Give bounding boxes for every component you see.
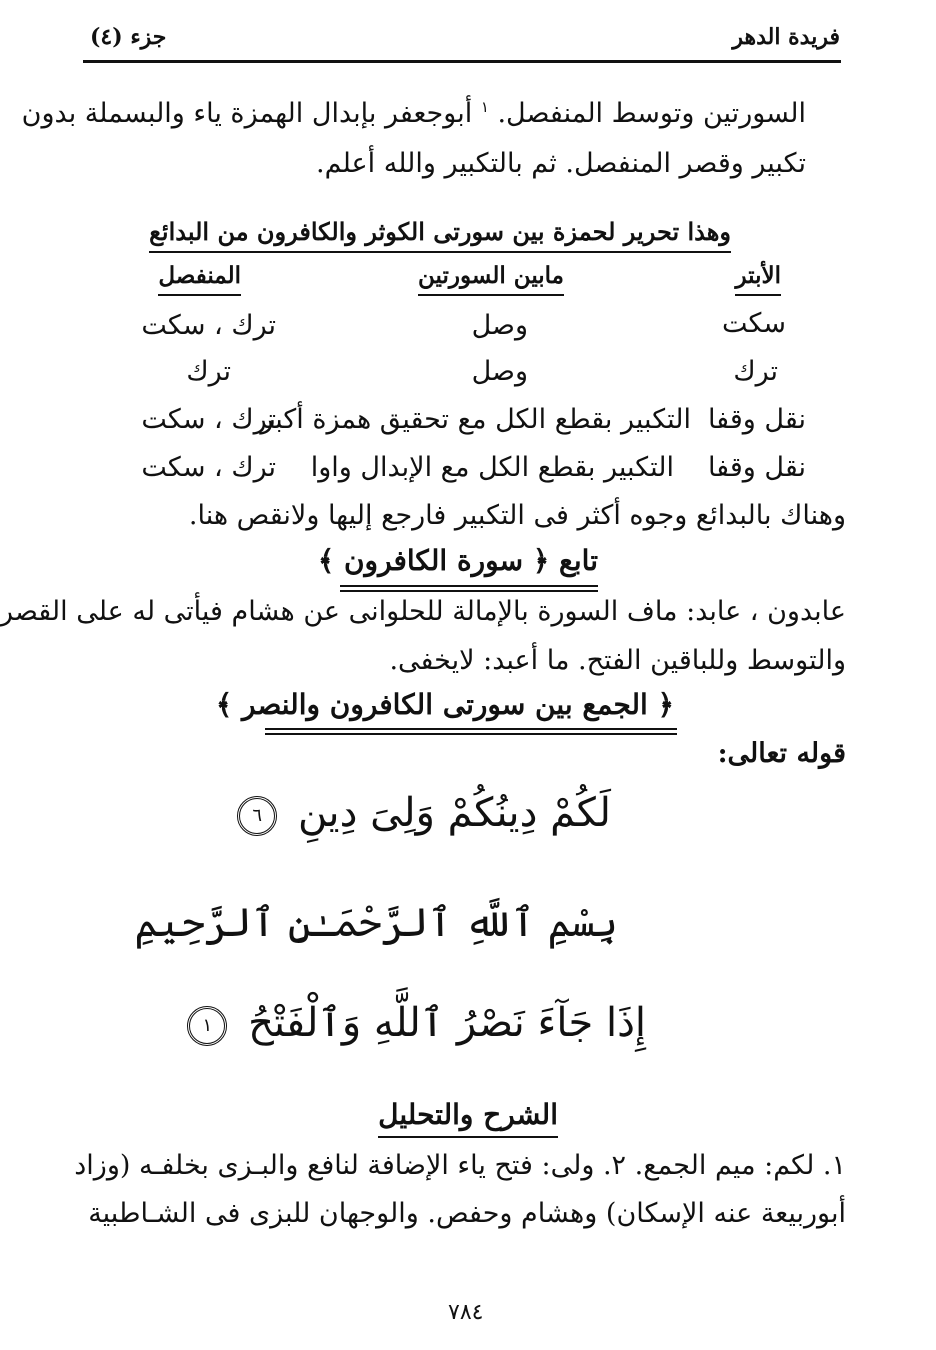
table-row-4-col-2: التكبير بقطع الكل مع الإبدال واوا: [310, 452, 674, 483]
section1-line-1: عابدون ، عابد: ماف السورة بالإمالة للحلوانى عن هشام فيأتى له على القصر: [0, 596, 846, 627]
intro-line-2: تكبير وقصر المنفصل. ثم بالتكبير والله أعلم.: [316, 148, 806, 179]
section1-line-2: والتوسط وللباقين الفتح. ما أعبد: لايخفى.: [389, 645, 846, 676]
table-header-munfasil: المنفصل: [158, 262, 241, 296]
qawluhu-label: قوله تعالى:: [717, 738, 846, 769]
table-row-4-col-3: ترك ، سكت: [141, 452, 276, 483]
section-title-kafirun-underline: [340, 585, 598, 587]
basmala: بِسْمِ ٱللَّهِ ٱلرَّحْمَـٰنِ ٱلرَّحِيمِ: [134, 900, 618, 946]
table-header-abtar: الأبتر: [735, 262, 781, 296]
table-row-3-col-2: التكبير بقطع الكل مع تحقيق همزة أكبر: [260, 404, 691, 435]
section-title-jam: ﴿ الجمع بين سورتى الكافرون والنصر ﴾: [215, 688, 674, 721]
table-row-4-col-1: نقل وقفا: [707, 452, 806, 483]
verse-1-text: لَكُمْ دِينُكُمْ وَلِىَ دِينِ: [297, 790, 611, 836]
section-title-sharh: الشرح والتحليل: [378, 1098, 558, 1138]
intro-line-1: [22, 98, 806, 130]
table-title: وهذا تحرير لحمزة بين سورتى الكوثر والكافرون من البدائع: [149, 218, 731, 253]
intro-line-1-a: السورتين وتوسط المنفصل.: [497, 98, 806, 129]
commentary-line-1: ١. لكم: ميم الجمع. ٢. ولى: فتح ياء الإضافة لنافع والبـزى بخلفـه (وزاد: [74, 1150, 846, 1181]
commentary-line-2: أبوربيعة عنه الإسكان) وهشام وحفص. والوجهان للبزى فى الشـاطبية: [88, 1198, 846, 1229]
ayah-number-marker: ٦: [237, 796, 277, 836]
table-row-1-col-3: ترك ، سكت: [141, 310, 276, 341]
section-title-kafirun-underline-2: [340, 590, 598, 592]
table-row-3-col-3: ترك ، سكت: [141, 404, 276, 435]
section-title-kafirun: تابع ﴿ سورة الكافرون ﴾: [317, 544, 598, 577]
verse-1: [237, 790, 611, 836]
section-title-jam-underline-2: [265, 733, 677, 735]
note-line: وهناك بالبدائع وجوه أكثر فى التكبير فارجع إليها ولانقص هنا.: [188, 500, 846, 531]
table-header-between: مابين السورتين: [418, 262, 564, 296]
footnote-marker: ١: [480, 98, 489, 116]
table-row-1-col-2: وصل: [471, 310, 528, 341]
page-number: ٧٨٤: [448, 1300, 484, 1325]
verse-2-text: إِذَا جَآءَ نَصْرُ ٱللَّهِ وَٱلْفَتْحُ: [248, 1000, 646, 1046]
verse-2: [187, 1000, 646, 1046]
header-divider: [83, 60, 841, 63]
table-row-2-col-2: وصل: [471, 356, 528, 387]
ayah-number-marker: ١: [187, 1006, 227, 1046]
intro-line-1-b: أبوجعفر بإبدال الهمزة ياء والبسملة بدون: [21, 98, 473, 129]
table-row-1-col-1: سكت: [721, 308, 786, 339]
header-part: جزء (٤): [90, 24, 167, 50]
table-row-2-col-3: ترك: [186, 356, 231, 387]
table-row-3-col-1: نقل وقفا: [707, 404, 806, 435]
header-title: فريدة الدهر: [732, 24, 840, 50]
table-row-2-col-1: ترك: [733, 356, 778, 387]
section-title-jam-underline: [265, 728, 677, 730]
